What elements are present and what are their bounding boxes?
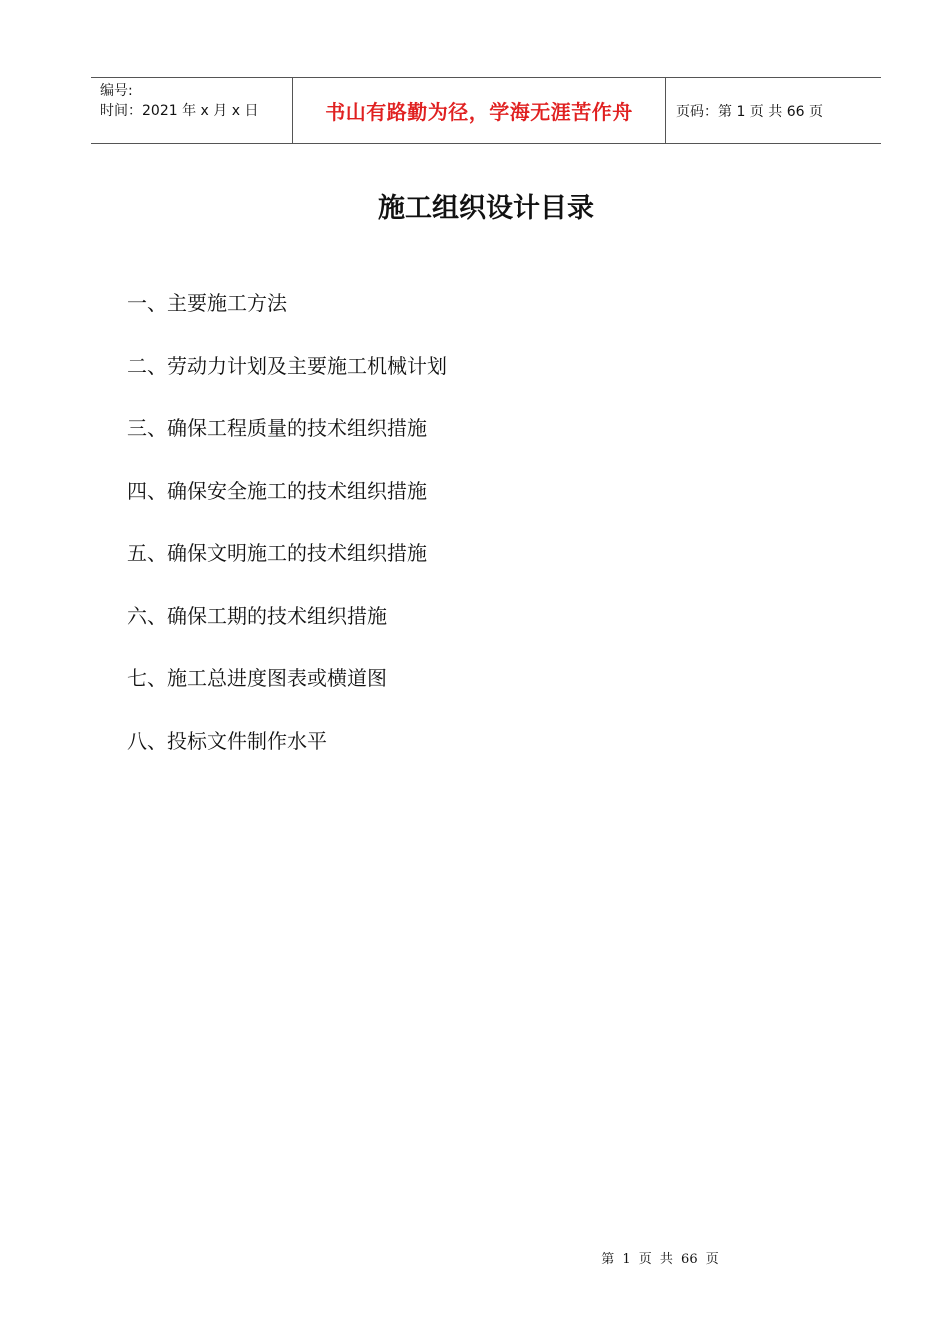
- toc-item: 七、施工总进度图表或横道图: [127, 666, 387, 690]
- motto-text: 书山有路勤为径，学海无涯苦作舟: [325, 100, 633, 124]
- toc-item: 五、确保文明施工的技术组织措施: [127, 541, 427, 565]
- date-label: 时间：2021 年 x 月 x 日: [100, 103, 259, 119]
- toc-item: 八、投标文件制作水平: [127, 728, 327, 753]
- page-header: [91, 77, 881, 144]
- page-footer: 第 1 页 共 66 页: [601, 1252, 719, 1267]
- page-code: 页码：第 1 页 共 66 页: [676, 103, 823, 120]
- toc-item: 二、劳动力计划及主要施工机械计划: [127, 353, 447, 378]
- toc-item: 六、确保工期的技术组织措施: [127, 603, 387, 628]
- header-page-cell: [666, 78, 881, 143]
- document-title: 施工组织设计目录: [378, 193, 594, 224]
- header-motto-cell: [293, 78, 666, 143]
- toc-item: 一、主要施工方法: [127, 291, 287, 315]
- toc-item: 三、确保工程质量的技术组织措施: [127, 416, 427, 440]
- number-label: 编号:: [100, 83, 133, 99]
- table-of-contents: [127, 285, 447, 785]
- header-info-cell: [91, 78, 293, 143]
- toc-item: 四、确保安全施工的技术组织措施: [127, 478, 427, 503]
